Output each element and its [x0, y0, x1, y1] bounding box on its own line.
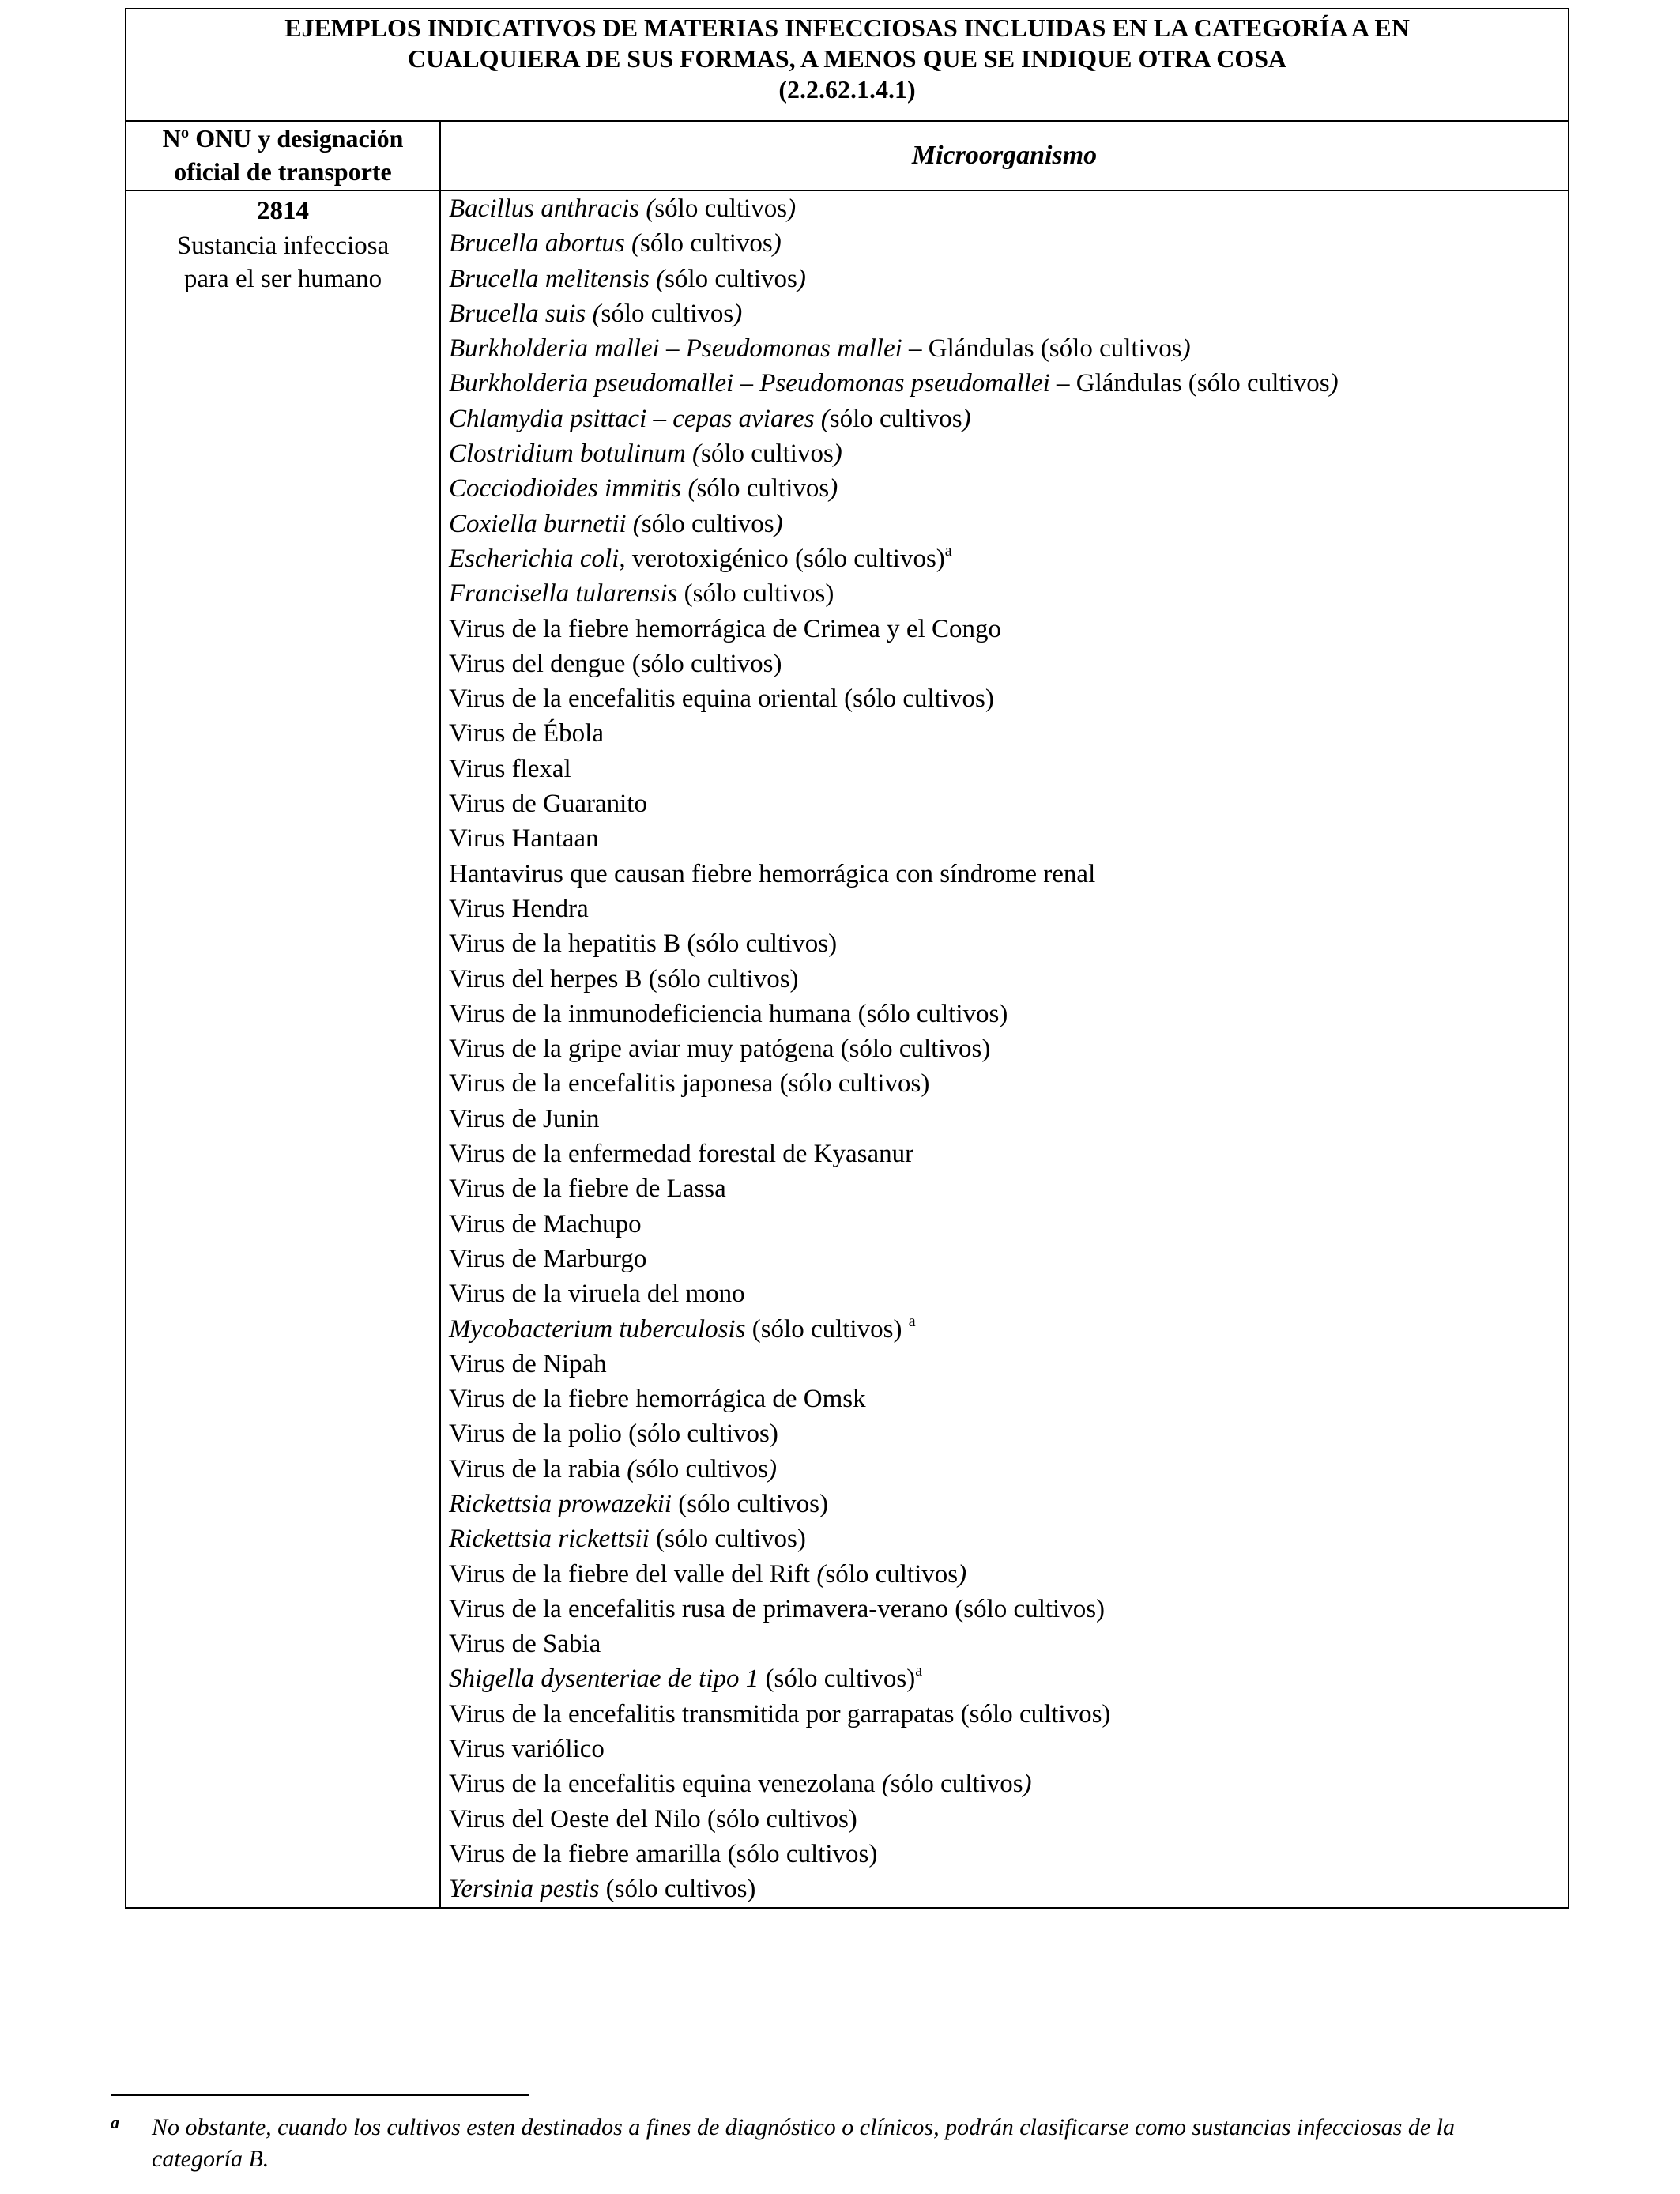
footnote-ref: a — [944, 541, 952, 560]
microorganism-item — [449, 1207, 1568, 1242]
microorganism-item — [449, 962, 1568, 997]
microorganism-text: Hantavirus que causan fiebre hemorrágica con síndrome renal — [449, 859, 1096, 888]
microorganism-item — [449, 786, 1568, 821]
infectious-substances-table — [125, 8, 1569, 1909]
column-header-un-line-1: Nº ONU y designación — [162, 124, 404, 153]
microorganism-item — [449, 1697, 1568, 1732]
microorganism-item — [449, 681, 1568, 716]
microorganism-text: – Glándulas (sólo cultivos — [902, 334, 1182, 364]
footnote-text: No obstante, cuando los cultivos esten destinados a fines de diagnóstico o clínicos, podrán clasificarse como sustancias infecciosas de la categoría B. — [152, 2114, 1455, 2172]
microorganism-item — [449, 1592, 1568, 1627]
microorganism-item — [449, 331, 1568, 366]
microorganism-list — [441, 191, 1568, 1907]
microorganism-text: Coxiella burnetii ( — [449, 509, 642, 538]
microorganism-text: Brucella suis ( — [449, 299, 601, 328]
microorganism-text: ) — [772, 229, 782, 258]
microorganism-text: Brucella abortus ( — [449, 229, 640, 258]
microorganism-text: Yersinia pestis — [449, 1875, 600, 1904]
table-title — [126, 9, 1569, 121]
microorganism-text: Burkholderia pseudomallei – Pseudomonas pseudomallei — [449, 369, 1050, 398]
microorganism-text: Virus de la polio (sólo cultivos) — [449, 1419, 778, 1449]
microorganism-text: Mycobacterium tuberculosis — [449, 1314, 746, 1344]
microorganism-text: Virus del herpes B (sólo cultivos) — [449, 964, 799, 993]
microorganism-text: Virus de Nipah — [449, 1349, 607, 1378]
microorganism-text: Virus de Machupo — [449, 1209, 642, 1238]
microorganism-text: Cocciodioides immitis ( — [449, 474, 697, 503]
microorganism-text: ) — [829, 474, 838, 503]
microorganism-item — [449, 1557, 1568, 1592]
microorganism-text: Burkholderia mallei – Pseudomonas mallei — [449, 334, 902, 364]
microorganism-text: (sólo cultivos) — [649, 1525, 806, 1554]
microorganism-text: Virus del Oeste del Nilo (sólo cultivos) — [449, 1804, 857, 1834]
microorganism-text: ) — [833, 439, 842, 469]
microorganism-text: Virus variólico — [449, 1735, 605, 1764]
microorganism-item — [449, 1031, 1568, 1066]
microorganism-text: sólo cultivos — [641, 509, 774, 538]
microorganism-text: Virus de la fiebre de Lassa — [449, 1174, 726, 1204]
microorganism-text: Shigella dysenteriae de tipo 1 — [449, 1664, 759, 1694]
microorganism-item — [449, 612, 1568, 647]
microorganism-item — [449, 401, 1568, 436]
microorganism-text: Clostridium botulinum ( — [449, 439, 702, 469]
microorganism-text: sólo cultivos — [890, 1770, 1023, 1799]
microorganism-item — [449, 821, 1568, 856]
microorganism-item — [449, 997, 1568, 1031]
un-designation-cell — [126, 190, 440, 1908]
microorganism-text: Rickettsia prowazekii — [449, 1489, 672, 1518]
title-line-2: CUALQUIERA DE SUS FORMAS, A MENOS QUE SE INDIQUE OTRA COSA — [407, 44, 1287, 73]
microorganism-item — [449, 576, 1568, 611]
microorganism-item — [449, 366, 1568, 401]
column-header-microorganism: Microorganismo — [440, 121, 1569, 190]
microorganism-item — [449, 1242, 1568, 1276]
microorganism-text: ) — [1023, 1770, 1032, 1799]
footnote-ref: a — [915, 1662, 923, 1680]
microorganism-item — [449, 1627, 1568, 1661]
microorganism-item — [449, 296, 1568, 331]
microorganism-text: Escherichia coli, — [449, 544, 626, 573]
microorganism-text: Virus de la gripe aviar muy patógena (sólo cultivos) — [449, 1035, 991, 1064]
microorganism-item — [449, 752, 1568, 786]
microorganism-item — [449, 507, 1568, 541]
microorganism-text: Virus de Junin — [449, 1104, 600, 1133]
microorganism-text: Virus de la encefalitis equina venezolana — [449, 1770, 882, 1799]
microorganism-item — [449, 541, 1568, 576]
microorganism-item — [449, 262, 1568, 296]
microorganism-text: ( — [881, 1770, 891, 1799]
microorganism-text: Virus de la fiebre hemorrágica de Crimea y el Congo — [449, 614, 1002, 643]
microorganism-item — [449, 1347, 1568, 1382]
microorganism-text: Virus de la fiebre del valle del Rift — [449, 1559, 817, 1589]
microorganism-text: Virus de la viruela del mono — [449, 1280, 745, 1309]
microorganism-text: sólo cultivos — [635, 1454, 769, 1483]
microorganism-text: (sólo cultivos) — [671, 1489, 828, 1518]
title-line-1: EJEMPLOS INDICATIVOS DE MATERIAS INFECCIOSAS INCLUIDAS EN LA CATEGORÍA A EN — [284, 13, 1410, 42]
microorganism-text: ) — [733, 299, 743, 328]
microorganism-text: – Glándulas (sólo cultivos — [1049, 369, 1330, 398]
microorganism-text: Virus de Sabia — [449, 1630, 601, 1659]
microorganism-text: Virus de la encefalitis rusa de primavera-verano (sólo cultivos) — [449, 1594, 1106, 1623]
microorganism-item — [449, 471, 1568, 506]
microorganism-text: Brucella melitensis ( — [449, 264, 665, 293]
microorganism-text: ) — [797, 264, 806, 293]
column-header-un-line-2: oficial de transporte — [174, 157, 392, 186]
microorganism-text: Virus de Guaranito — [449, 790, 647, 819]
microorganism-item — [449, 1732, 1568, 1766]
microorganism-item — [449, 1312, 1568, 1347]
footnote — [111, 2112, 1549, 2175]
microorganism-item — [449, 1837, 1568, 1872]
microorganism-item — [449, 1661, 1568, 1696]
microorganism-text: Virus Hantaan — [449, 824, 599, 854]
title-line-3: (2.2.62.1.4.1) — [778, 75, 916, 104]
microorganism-item — [449, 857, 1568, 892]
microorganism-text: Virus de la hepatitis B (sólo cultivos) — [449, 929, 838, 959]
microorganism-text: sólo cultivos — [639, 229, 773, 258]
microorganism-text: Virus de la encefalitis transmitida por garrapatas (sólo cultivos) — [449, 1699, 1111, 1728]
designation-line-2: para el ser humano — [183, 265, 382, 293]
microorganism-item — [449, 1872, 1568, 1906]
microorganism-text: Virus de la rabia — [449, 1454, 627, 1483]
microorganism-item — [449, 226, 1568, 261]
microorganism-item — [449, 716, 1568, 751]
footnote-separator — [111, 2094, 529, 2096]
microorganism-text: Francisella tularensis — [449, 579, 678, 609]
footnote-ref: a — [908, 1312, 916, 1330]
microorganism-text: Virus de la fiebre hemorrágica de Omsk — [449, 1385, 866, 1414]
microorganism-item — [449, 892, 1568, 926]
microorganism-text: sólo cultivos — [696, 474, 830, 503]
microorganism-text: sólo cultivos — [825, 1559, 959, 1589]
microorganism-item — [449, 1452, 1568, 1487]
microorganism-text: Virus de la encefalitis equina oriental (sólo cultivos) — [449, 684, 994, 714]
microorganism-text: Bacillus anthracis ( — [449, 194, 655, 223]
microorganism-item — [449, 191, 1568, 226]
microorganism-item — [449, 436, 1568, 471]
microorganism-item — [449, 1171, 1568, 1206]
microorganism-text: sólo cultivos — [829, 404, 962, 433]
microorganism-text: ( — [816, 1559, 826, 1589]
microorganism-text: ) — [958, 1559, 967, 1589]
microorganism-text: (sólo cultivos) — [677, 579, 834, 609]
microorganism-text: ) — [1181, 334, 1191, 364]
microorganism-text: ( — [627, 1454, 636, 1483]
microorganism-text: (sólo cultivos) — [759, 1664, 916, 1694]
microorganism-text: (sólo cultivos) — [745, 1314, 909, 1344]
microorganism-text: Rickettsia rickettsii — [449, 1525, 650, 1554]
microorganism-text: ) — [962, 404, 971, 433]
microorganism-text: Virus flexal — [449, 754, 571, 783]
microorganism-text: ) — [787, 194, 797, 223]
microorganism-item — [449, 1137, 1568, 1171]
microorganism-text: verotoxigénico (sólo cultivos) — [625, 544, 945, 573]
microorganism-text: Virus de Marburgo — [449, 1244, 647, 1273]
microorganism-text: ) — [768, 1454, 778, 1483]
microorganism-item — [449, 1066, 1568, 1101]
microorganism-text: (sólo cultivos) — [599, 1875, 756, 1904]
microorganism-text: Virus de la enfermedad forestal de Kyasanur — [449, 1140, 914, 1169]
microorganism-text: sólo cultivos — [601, 299, 734, 328]
designation-line-1: Sustancia infecciosa — [176, 232, 390, 260]
microorganism-text: sólo cultivos — [701, 439, 834, 469]
microorganism-item — [449, 1521, 1568, 1556]
microorganism-item — [449, 1382, 1568, 1416]
microorganism-item — [449, 926, 1568, 961]
column-header-un-number — [126, 121, 440, 190]
microorganism-text: sólo cultivos — [665, 264, 797, 293]
microorganism-text: Virus de Ébola — [449, 719, 604, 748]
microorganism-text: Virus Hendra — [449, 894, 589, 923]
microorganism-item — [449, 1102, 1568, 1137]
microorganism-item — [449, 1276, 1568, 1311]
microorganism-item — [449, 1766, 1568, 1801]
un-number: 2814 — [257, 197, 309, 225]
microorganism-cell — [440, 190, 1569, 1908]
microorganism-text: Virus de la encefalitis japonesa (sólo cultivos) — [449, 1069, 930, 1099]
microorganism-item — [449, 1487, 1568, 1521]
microorganism-text: Chlamydia psittaci – cepas aviares ( — [449, 404, 830, 433]
footnote-marker: a — [111, 2113, 119, 2132]
microorganism-text: Virus del dengue (sólo cultivos) — [449, 649, 782, 678]
microorganism-text: ) — [1329, 369, 1339, 398]
microorganism-text: Virus de la fiebre amarilla (sólo cultivos) — [449, 1839, 878, 1868]
microorganism-text: sólo cultivos — [654, 194, 788, 223]
microorganism-item — [449, 1802, 1568, 1837]
microorganism-item — [449, 1416, 1568, 1451]
microorganism-text: ) — [774, 509, 783, 538]
microorganism-text: Virus de la inmunodeficiencia humana (sólo cultivos) — [449, 999, 1008, 1028]
microorganism-item — [449, 647, 1568, 681]
